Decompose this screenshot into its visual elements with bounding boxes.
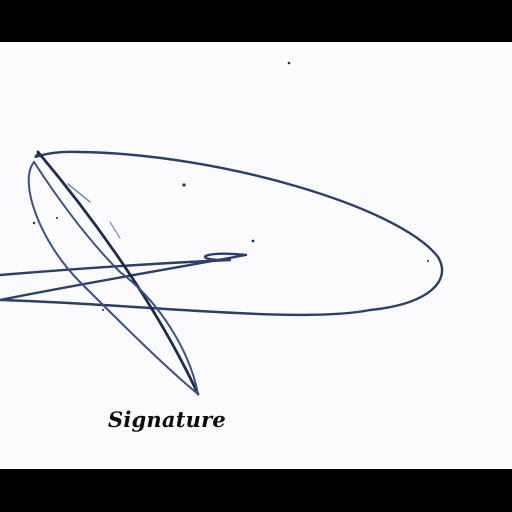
ink-speck [288, 62, 291, 65]
ink-speck [33, 222, 35, 224]
signature-paper [0, 42, 512, 469]
handwritten-signature [0, 42, 512, 469]
ink-speck [56, 217, 58, 219]
letterbox-top-bar [0, 0, 512, 42]
ink-speck [252, 240, 255, 243]
signature-stroke-tick-2 [110, 222, 120, 238]
signature-stroke-diagonal [38, 152, 198, 394]
signature-caption: Signature [108, 407, 226, 432]
ink-speck [427, 260, 429, 262]
letterbox-bottom-bar [0, 469, 512, 512]
signature-stroke-loop [0, 152, 442, 315]
ink-speck [182, 183, 185, 186]
ink-speck [102, 309, 104, 311]
